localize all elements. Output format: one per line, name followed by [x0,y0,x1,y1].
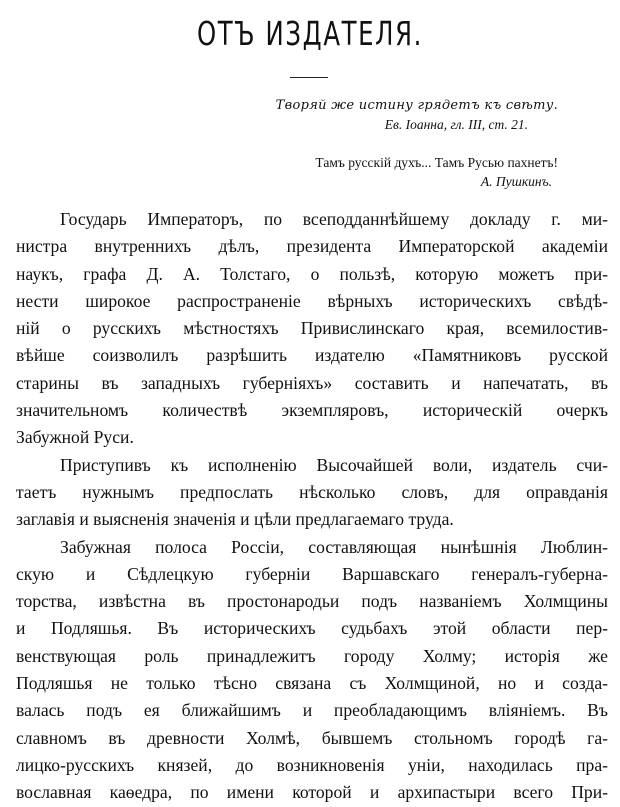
text-line: и Подляшья. Въ историческихъ судьбахъ этой области пер- [16,618,608,639]
text-line: лицко-русскихъ князей, до возникновенія уніи, находилась пра- [16,754,608,775]
text-line: торства, извѣстна въ простонародьи подъ названіемъ Холмщины [16,591,608,612]
epigraph-quote: Творяй же истину грядетъ къ свѣту. [275,98,558,113]
text-line: Забужной Руси. [16,427,134,448]
title-divider [290,77,328,78]
epigraph-pushkin [315,153,558,191]
text-line: ній о русскихъ мѣстностяхъ Привислинскаго края, всемилостив- [16,318,608,339]
text-line: вѣйше соизволилъ разрѣшить издателю «Памятниковъ русской [16,345,608,366]
body-text [16,206,608,807]
epigraph-source: Ев. Іоанна, гл. III, ст. 21. [384,117,528,132]
text-line: скую и Сѣдлецкую губерніи Варшавскаго генералъ-губерна- [16,563,608,584]
epigraph-quote: Тамъ русскій духъ... Тамъ Русью пахнетъ! [315,155,558,170]
text-line: таетъ нужнымъ предпослать нѣсколько словъ, для оправданія [16,481,608,502]
epigraph-source: А. Пушкинъ. [480,174,552,189]
text-line: венствующая роль принадлежитъ городу Холму; исторія же [16,645,608,666]
text-line: Государь Императоръ, по всеподданнѣйшему докладу г. ми- [60,209,608,229]
paragraph-2 [16,452,608,534]
text-line: заглавія и выясненія значенія и цѣли предлагаемаго труда. [16,509,454,530]
text-line: наукъ, графа Д. А. Толстаго, о пользѣ, которую можетъ при- [16,263,608,284]
text-line: Подляшья не только тѣсно связана съ Холмщиной, но и созда- [16,673,608,694]
epigraph-gospel [276,96,558,134]
text-line: нести широкое распространеніе вѣрныхъ историческихъ свѣдѣ- [16,290,608,311]
paragraph-1 [16,206,608,452]
paragraph-3 [16,534,608,807]
text-line: вославная каѳедра, по имени которой и архипастыри всего При- [16,782,608,803]
text-line: Забужная полоса Россіи, составляющая нынѣшнія Люблин- [60,536,608,557]
text-line: Приступивъ къ исполненію Высочайшей воли, издатель счи- [60,454,608,475]
text-line: славномъ въ древности Холмѣ, бывшемъ стольномъ городѣ га- [16,727,608,748]
text-line: нистра внутреннихъ дѣлъ, президента Императорской академіи [16,236,608,257]
page-title: ОТЪ ИЗДАТЕЛЯ. [196,14,424,53]
text-line: валась подъ ея ближайшимъ и преобладающимъ вліяніемъ. Въ [16,700,608,721]
text-line: старины въ западныхъ губерніяхъ» составить и напечатать, въ [16,372,608,393]
text-line: значительномъ количествѣ экземпляровъ, историческій очеркъ [16,400,608,421]
